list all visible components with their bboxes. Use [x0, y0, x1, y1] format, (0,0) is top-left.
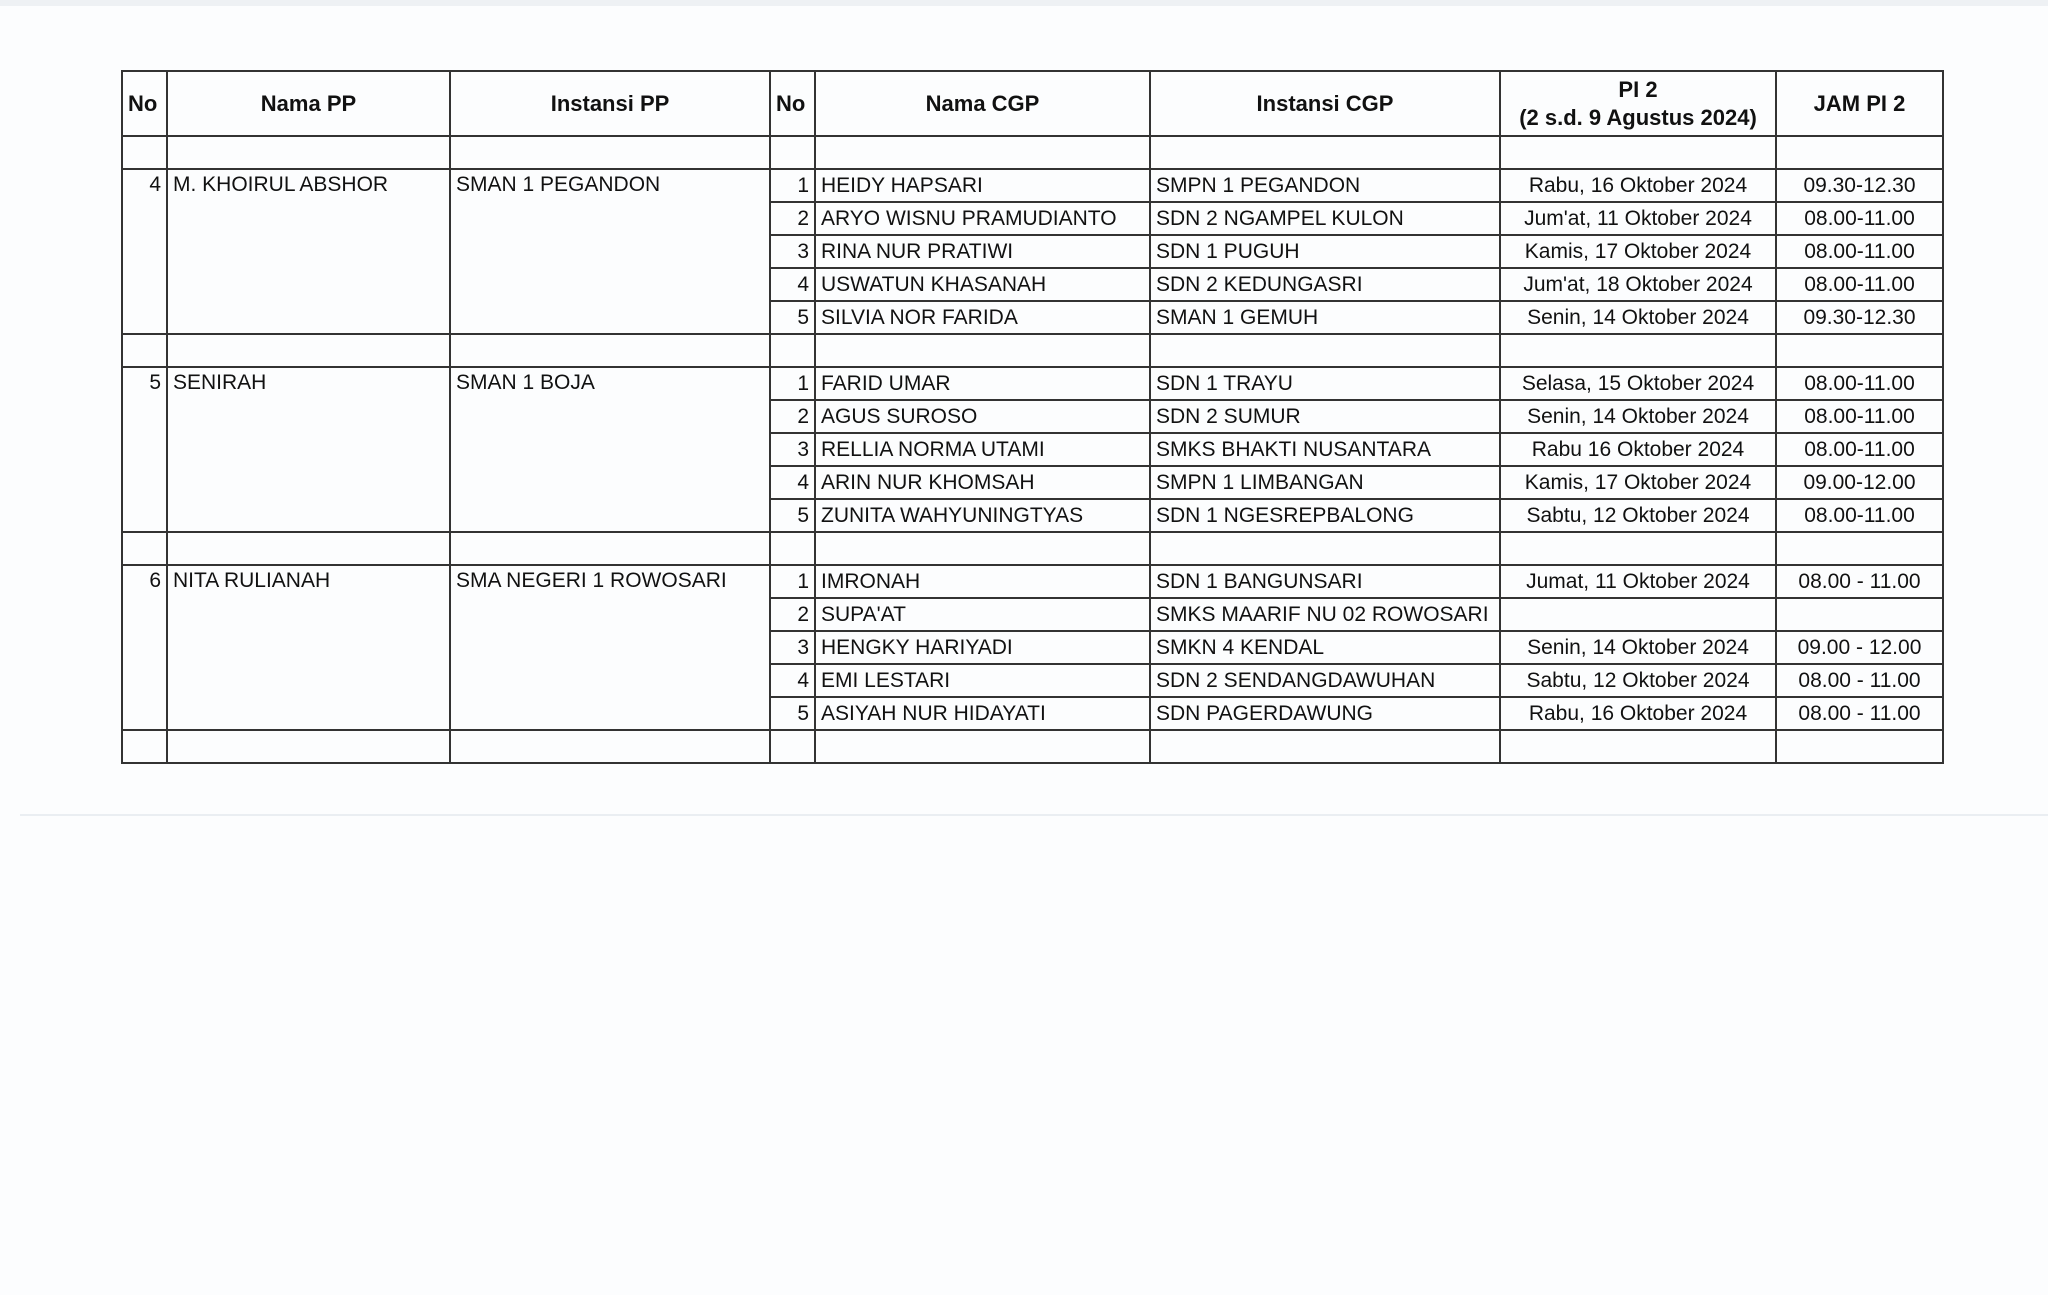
cgp-institution: SDN 1 TRAYU — [1150, 367, 1500, 400]
cgp-institution: SDN 2 SENDANGDAWUHAN — [1150, 664, 1500, 697]
empty-cell — [770, 532, 815, 565]
scan-artifact-line — [20, 814, 2048, 816]
pi2-date: Sabtu, 12 Oktober 2024 — [1500, 499, 1776, 532]
pp-institution: SMAN 1 BOJA — [450, 367, 770, 532]
table-body — [122, 136, 1943, 763]
pi2-time: 08.00-11.00 — [1776, 235, 1943, 268]
pp-institution: SMAN 1 PEGANDON — [450, 169, 770, 334]
pp-institution: SMA NEGERI 1 ROWOSARI — [450, 565, 770, 730]
cgp-institution: SDN 2 NGAMPEL KULON — [1150, 202, 1500, 235]
pi2-date: Senin, 14 Oktober 2024 — [1500, 631, 1776, 664]
cgp-name: ARYO WISNU PRAMUDIANTO — [815, 202, 1150, 235]
table-header — [122, 71, 1943, 136]
cgp-name: ASIYAH NUR HIDAYATI — [815, 697, 1150, 730]
empty-cell — [1500, 532, 1776, 565]
pi2-date: Jum'at, 18 Oktober 2024 — [1500, 268, 1776, 301]
pi2-date: Rabu, 16 Oktober 2024 — [1500, 169, 1776, 202]
cgp-number: 5 — [770, 697, 815, 730]
cgp-number: 2 — [770, 202, 815, 235]
empty-cell — [1150, 730, 1500, 763]
cgp-name: SILVIA NOR FARIDA — [815, 301, 1150, 334]
header-instansi-pp: Instansi PP — [450, 71, 770, 136]
header-jam-pi2: JAM PI 2 — [1776, 71, 1943, 136]
empty-cell — [450, 532, 770, 565]
empty-cell — [1776, 334, 1943, 367]
cgp-institution: SMPN 1 PEGANDON — [1150, 169, 1500, 202]
pi2-time: 08.00-11.00 — [1776, 268, 1943, 301]
pi2-date: Senin, 14 Oktober 2024 — [1500, 400, 1776, 433]
pi2-date: Sabtu, 12 Oktober 2024 — [1500, 664, 1776, 697]
cgp-name: IMRONAH — [815, 565, 1150, 598]
cgp-number: 1 — [770, 565, 815, 598]
cgp-name: USWATUN KHASANAH — [815, 268, 1150, 301]
spacer-row — [122, 334, 1943, 367]
table-row — [122, 367, 1943, 400]
cgp-institution: SMKS MAARIF NU 02 ROWOSARI — [1150, 598, 1500, 631]
cgp-number: 1 — [770, 169, 815, 202]
pi2-time: 09.30-12.30 — [1776, 301, 1943, 334]
cgp-institution: SMPN 1 LIMBANGAN — [1150, 466, 1500, 499]
empty-cell — [450, 730, 770, 763]
empty-cell — [1150, 136, 1500, 169]
pp-name: SENIRAH — [167, 367, 450, 532]
empty-cell — [1776, 532, 1943, 565]
empty-cell — [1500, 334, 1776, 367]
cgp-name: EMI LESTARI — [815, 664, 1150, 697]
cgp-name: ZUNITA WAHYUNINGTYAS — [815, 499, 1150, 532]
empty-cell — [122, 334, 167, 367]
header-pi2 — [1500, 71, 1776, 136]
empty-cell — [167, 730, 450, 763]
empty-cell — [167, 334, 450, 367]
cgp-number: 3 — [770, 433, 815, 466]
empty-cell — [450, 136, 770, 169]
empty-cell — [1776, 730, 1943, 763]
pi2-date: Jum'at, 11 Oktober 2024 — [1500, 202, 1776, 235]
cgp-name: ARIN NUR KHOMSAH — [815, 466, 1150, 499]
pp-number: 4 — [122, 169, 167, 334]
cgp-institution: SMKS BHAKTI NUSANTARA — [1150, 433, 1500, 466]
scan-top-edge — [0, 0, 2048, 6]
cgp-number: 3 — [770, 235, 815, 268]
cgp-institution: SMAN 1 GEMUH — [1150, 301, 1500, 334]
pi2-time: 09.00 - 12.00 — [1776, 631, 1943, 664]
pi2-time: 08.00 - 11.00 — [1776, 697, 1943, 730]
header-instansi-cgp: Instansi CGP — [1150, 71, 1500, 136]
pp-number: 6 — [122, 565, 167, 730]
empty-cell — [1150, 334, 1500, 367]
cgp-institution: SDN 1 BANGUNSARI — [1150, 565, 1500, 598]
empty-cell — [770, 730, 815, 763]
pi2-time: 08.00-11.00 — [1776, 367, 1943, 400]
spacer-row — [122, 730, 1943, 763]
header-no-pp: No — [122, 71, 167, 136]
empty-cell — [815, 532, 1150, 565]
pi2-time: 09.30-12.30 — [1776, 169, 1943, 202]
pi2-date: Kamis, 17 Oktober 2024 — [1500, 466, 1776, 499]
pp-name: NITA RULIANAH — [167, 565, 450, 730]
cgp-name: AGUS SUROSO — [815, 400, 1150, 433]
cgp-name: FARID UMAR — [815, 367, 1150, 400]
empty-cell — [1150, 532, 1500, 565]
schedule-table — [121, 70, 1944, 764]
cgp-institution: SMKN 4 KENDAL — [1150, 631, 1500, 664]
cgp-institution: SDN 1 PUGUH — [1150, 235, 1500, 268]
pi2-date: Kamis, 17 Oktober 2024 — [1500, 235, 1776, 268]
cgp-institution: SDN 2 KEDUNGASRI — [1150, 268, 1500, 301]
cgp-name: HEIDY HAPSARI — [815, 169, 1150, 202]
cgp-number: 2 — [770, 400, 815, 433]
cgp-name: RINA NUR PRATIWI — [815, 235, 1150, 268]
header-pi2-dates: (2 s.d. 9 Agustus 2024) — [1519, 104, 1757, 130]
table-row — [122, 565, 1943, 598]
header-row — [122, 71, 1943, 136]
cgp-name: RELLIA NORMA UTAMI — [815, 433, 1150, 466]
cgp-number: 4 — [770, 664, 815, 697]
empty-cell — [1500, 136, 1776, 169]
empty-cell — [815, 730, 1150, 763]
empty-cell — [770, 334, 815, 367]
cgp-number: 4 — [770, 268, 815, 301]
empty-cell — [815, 136, 1150, 169]
cgp-number: 4 — [770, 466, 815, 499]
pi2-date: Selasa, 15 Oktober 2024 — [1500, 367, 1776, 400]
empty-cell — [167, 136, 450, 169]
pi2-time: 08.00 - 11.00 — [1776, 664, 1943, 697]
pi2-date: Rabu, 16 Oktober 2024 — [1500, 697, 1776, 730]
cgp-number: 3 — [770, 631, 815, 664]
table-row — [122, 169, 1943, 202]
pi2-time — [1776, 598, 1943, 631]
pi2-date: Jumat, 11 Oktober 2024 — [1500, 565, 1776, 598]
header-nama-pp: Nama PP — [167, 71, 450, 136]
spacer-row — [122, 136, 1943, 169]
cgp-number: 1 — [770, 367, 815, 400]
cgp-number: 5 — [770, 499, 815, 532]
cgp-name: HENGKY HARIYADI — [815, 631, 1150, 664]
empty-cell — [770, 136, 815, 169]
cgp-number: 2 — [770, 598, 815, 631]
cgp-institution: SDN 2 SUMUR — [1150, 400, 1500, 433]
empty-cell — [122, 730, 167, 763]
pp-number: 5 — [122, 367, 167, 532]
pi2-date: Rabu 16 Oktober 2024 — [1500, 433, 1776, 466]
pi2-time: 08.00-11.00 — [1776, 400, 1943, 433]
empty-cell — [1500, 730, 1776, 763]
header-nama-cgp: Nama CGP — [815, 71, 1150, 136]
cgp-institution: SDN PAGERDAWUNG — [1150, 697, 1500, 730]
spacer-row — [122, 532, 1943, 565]
cgp-name: SUPA'AT — [815, 598, 1150, 631]
empty-cell — [122, 532, 167, 565]
pi2-time: 08.00-11.00 — [1776, 433, 1943, 466]
pi2-time: 08.00 - 11.00 — [1776, 565, 1943, 598]
pi2-time: 08.00-11.00 — [1776, 499, 1943, 532]
pi2-time: 08.00-11.00 — [1776, 202, 1943, 235]
header-pi2-title: PI 2 — [1618, 76, 1658, 102]
pi2-date: Senin, 14 Oktober 2024 — [1500, 301, 1776, 334]
empty-cell — [167, 532, 450, 565]
cgp-number: 5 — [770, 301, 815, 334]
pp-name: M. KHOIRUL ABSHOR — [167, 169, 450, 334]
cgp-institution: SDN 1 NGESREPBALONG — [1150, 499, 1500, 532]
pi2-date — [1500, 598, 1776, 631]
header-no-cgp: No — [770, 71, 815, 136]
pi2-time: 09.00-12.00 — [1776, 466, 1943, 499]
empty-cell — [1776, 136, 1943, 169]
empty-cell — [450, 334, 770, 367]
empty-cell — [122, 136, 167, 169]
empty-cell — [815, 334, 1150, 367]
